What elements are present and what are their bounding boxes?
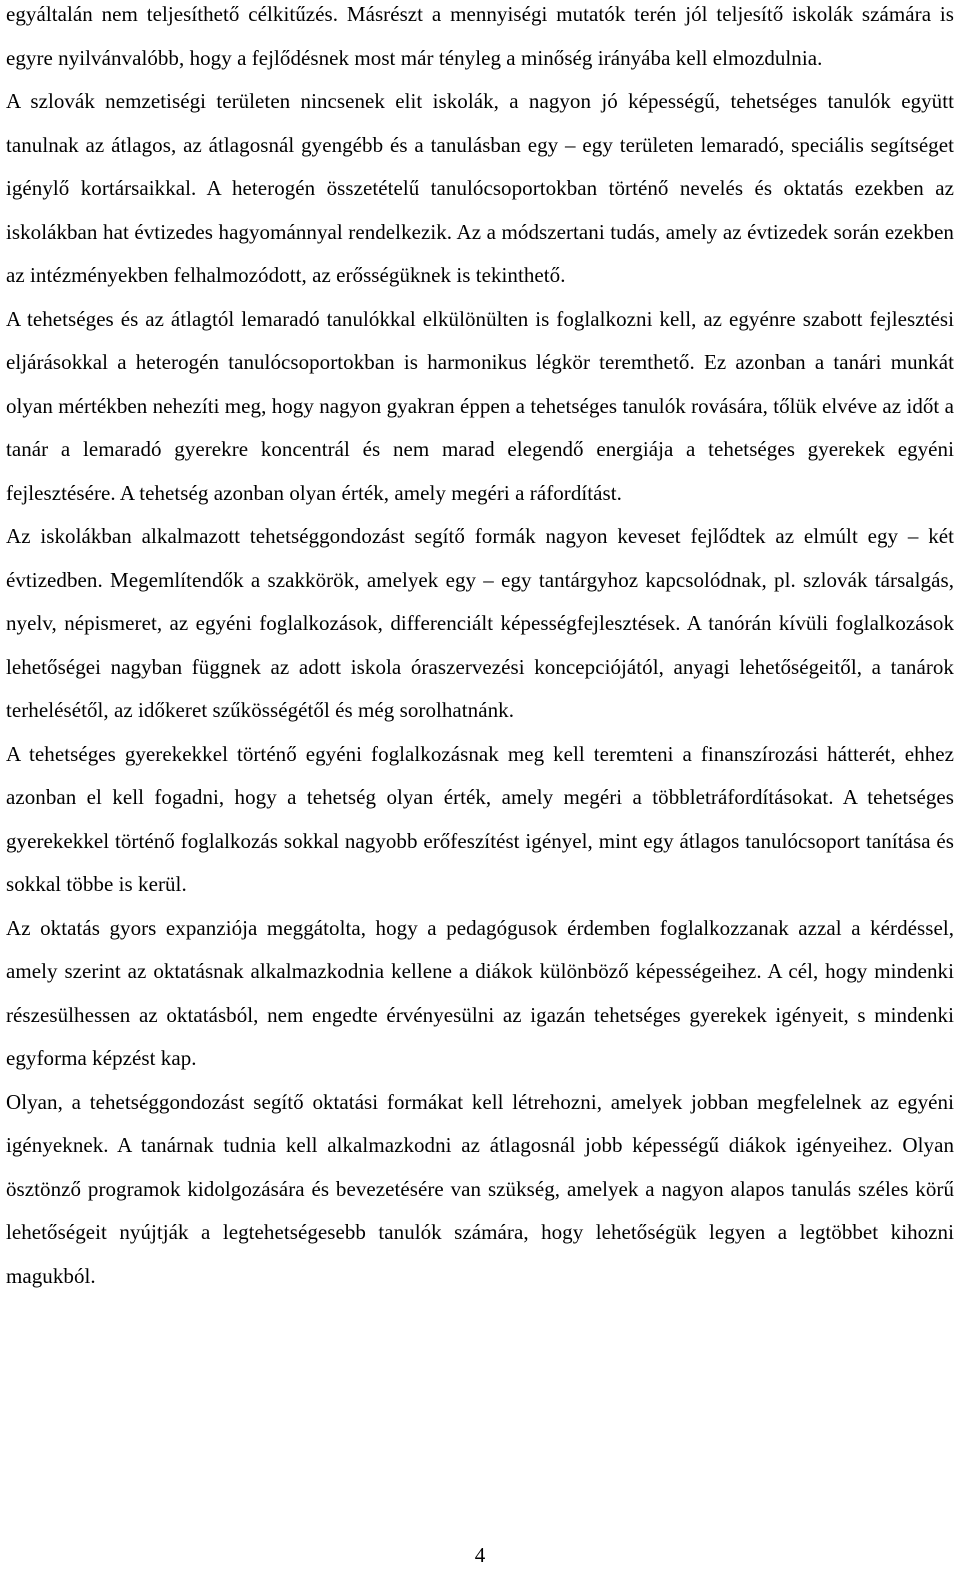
paragraph-elite-schools: A szlovák nemzetiségi területen nincsenek elit iskolák, a nagyon jó képességű, tehetséges tanulók együtt tanulnak az átlagos, az átlagosnál gyengébb és a tanulásban egy – egy területen lemaradó, speciális segítséget igénylő kortársaikkal. A heterogén összetételű tanulócsoportokban történő nevelés és oktatás ezekben az iskolákban hat évtizedes hagyománnyal rendelkezik. Az a módszertani tudás, amely az évtizedek során ezekben az intézményekben felhalmozódott, az erősségüknek is tekinthető.: [6, 89, 954, 287]
paragraph-expansion: Az oktatás gyors expanziója meggátolta, hogy a pedagógusok érdemben foglalkozzanak azzal a kérdéssel, amely szerint az oktatásnak alkalmazkodnia kellene a diákok különböző képességeihez. A cél, hogy mindenki részesülhessen az oktatásból, nem engedte érvényesülni az igazán tehetséges gyerekek igényeit, s mindenki egyforma képzést kap.: [6, 915, 954, 1070]
paragraph-new-forms: Olyan, a tehetséggondozást segítő oktatási formákat kell létrehozni, amelyek jobban megfelelnek az egyéni igényeknek. A tanárnak tudnia kell alkalmazkodni az átlagosnál jobb képességű diákok igényeihez. Olyan ösztönző programok kidolgozására és bevezetésére van szükség, amelyek a nagyon alapos tanulás széles körű lehetőségeit nyújtják a legtehetségesebb tanulók számára, hogy lehetőségük legyen a legtöbbet kihozni magukból.: [6, 1089, 954, 1288]
page-number: 4: [474, 1543, 486, 1567]
document-page: [6, 0, 954, 1298]
paragraph-individual-development: A tehetséges és az átlagtól lemaradó tanulókkal elkülönülten is foglalkozni kell, az egyénre szabott fejlesztési eljárásokkal a heterogén tanulócsoportokban is harmonikus légkör teremthető. Ez azonban a tanári munkát olyan mértékben nehezíti meg, hogy nagyon gyakran éppen a tehetséges tanulók rovására, tőlük elvéve az időt a tanár a lemaradó gyerekre koncentrál és nem marad elegendő energiája a tehetséges gyerekek egyéni fejlesztésére. A tehetség azonban olyan érték, amely megéri a ráfordítást.: [6, 306, 954, 505]
paragraph-continuation: egyáltalán nem teljesíthető célkitűzés. Másrészt a mennyiségi mutatók terén jól teljesítő iskolák számára is egyre nyilvánvalóbb, hogy a fejlődésnek most már tényleg a minőség irányába kell elmozdulnia.: [6, 2, 954, 70]
paragraph-talent-forms: Az iskolákban alkalmazott tehetséggondozást segítő formák nagyon keveset fejlődtek az elmúlt egy – két évtizedben. Megemlítendők a szakkörök, amelyek egy – egy tantárgyhoz kapcsolódnak, pl. szlovák társalgás, nyelv, népismeret, az egyéni foglalkozások, differenciált képességfejlesztések. A tanórán kívüli foglalkozások lehetőségei nagyban függnek az adott iskola óraszervezési koncepciójától, anyagi lehetőségeitől, a tanárok terhelésétől, az időkeret szűkösségétől és még sorolhatnánk.: [6, 524, 954, 722]
paragraph-financing: A tehetséges gyerekekkel történő egyéni foglalkozásnak meg kell teremteni a finanszírozási hátterét, ehhez azonban el kell fogadni, hogy a tehetség olyan érték, amely megéri a többletráfordításokat. A tehetséges gyerekekkel történő foglalkozás sokkal nagyobb erőfeszítést igényel, mint egy átlagos tanulócsoport tanítása és sokkal többe is kerül.: [6, 741, 954, 896]
